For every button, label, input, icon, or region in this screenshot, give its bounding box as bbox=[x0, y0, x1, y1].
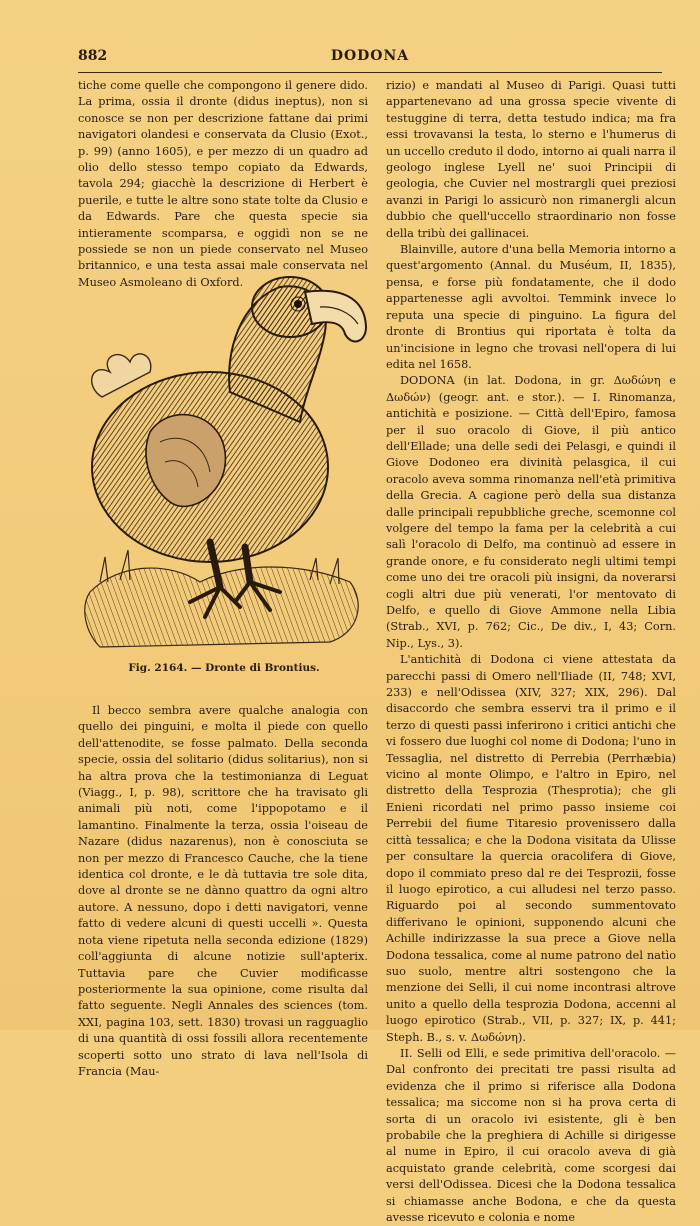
right-column bbox=[386, 78, 676, 1226]
dodo-figure bbox=[80, 262, 368, 680]
page-number: 882 bbox=[78, 48, 108, 64]
right-paragraph-5: II. Selli od Elli, e sede primitiva dell'oracolo. — Dal confronto dei precitati tre passi risulta ad evidenza che il primo si riferisce alla Dodona tessalica; ma siccome non si ha prova certa di sorta di un oracolo ivi esistente, gli è ben probabile che la preghiera di Achille si dirigesse al nume in Epiro, il cui oracolo aveva di già acquistato grande celebrità, come scorgesi dai versi dell'Odissea. Dicesi che la Dodona tessalica si chiamasse anche Bodona, e che da questa avesse ricevuto e colonia e nome bbox=[386, 1046, 676, 1225]
dodo-illustration bbox=[80, 262, 368, 654]
right-paragraph-1: rizio) e mandati al Museo di Parigi. Quasi tutti appartenevano ad una grossa specie vivente di testuggine di terra, detta testudo indica; ma fra essi trovavansi la testa, lo sterno e l'humerus di un uccello creduto il dodo, intorno ai quali narra il geologo inglese Lyell ne' suoi Principii di geologia, che Cuvier nel mostrargli quei preziosi avanzi in Parigi lo assicurò non rimanergli alcun dubbio che quell'uccello straordinario non fosse della tribù dei gallinacei. bbox=[386, 79, 676, 240]
left-column-top bbox=[78, 78, 368, 291]
right-paragraph-3: DODONA (in lat. Dodona, in gr. Δωδώνη e Δωδών) (geogr. ant. e stor.). — I. Rinomanza, antichità e posizione. — Città dell'Epiro, famosa per il suo oracolo di Giove, il più antico dell'Ellade; una delle sedi dei Pelasgi, e quindi il Giove Dodoneo era divinità pelasgica, il cui oracolo aveva somma rinomanza nell'età primitiva della Grecia. A cagione però della sua distanza dalle principali repubbliche greche, scemonne col volgere del tempo la fama per la celebrità a cui salì l'oracolo di Delfo, ma continuò ad essere in grande onore, e fu considerato negli ultimi tempi come uno dei tre oracoli più insigni, da noverarsi cogli altri due più venerati, l'or mentovato di Delfo, e quello di Giove Ammone nella Libia (Strab., XVI, p. 762; Cic., De div., I, 43; Corn. Nip., Lys., 3). bbox=[386, 374, 676, 650]
running-head-title: DODONA bbox=[330, 48, 410, 64]
left-column-bottom bbox=[78, 703, 368, 1080]
left-paragraph-1: tiche come quelle che compongono il genere dido. La prima, ossia il dronte (didus ineptus), non si conosce se non per descrizione fattane dai primi navigatori olandesi e conservata da Clusio (Exot., p. 99) (anno 1605), e per mezzo di un quadro ad olio dello stesso tempo copiato da Edwards, tavola 294; giacchè la descrizione di Herbert è puerile, e tutte le altre sono state tolte da Clusio e da Edwards. Pare che questa specie sia intieramente scomparsa, e oggidì non se ne possiede se non un piede conservato nel Museo britannico, e una testa assai male conservata nel Museo Asmoleano di Oxford. bbox=[78, 79, 368, 289]
figure-caption: Fig. 2164. — Dronte di Brontius. bbox=[128, 662, 320, 674]
right-paragraph-2: Blainville, autore d'una bella Memoria intorno a quest'argomento (Annal. du Muséum, II, 1835), pensa, e forse più fondatamente, che il dodo appartenesse agli avvoltoi. Temmink invece lo reputa una specie di pinguino. La figura del dronte di Brontius qui riportata è tolta da un'incisione in legno che trovasi nell'opera di lui edita nel 1658. bbox=[386, 243, 676, 371]
right-paragraph-4: L'antichità di Dodona ci viene attestata da parecchi passi di Omero nell'Iliade (II, 748; XVI, 233) e nell'Odissea (XIV, 327; XIX, 296). Dal disaccordo che sembra esservi tra il primo e il terzo di questi passi inferirono i critici antichi che vi fossero due luoghi col nome di Dodona; l'uno in Tessaglia, nel distretto di Perrebia (Perrhæbia) vicino al monte Olimpo, e l'altro in Epiro, nel distretto della Tesprozia (Thesprotia); che gli Enieni ricordati nel primo passo insieme coi Perrebii del fiume Titaresio provenissero dalla città tessalica; e che la Dodona visitata da Ulisse per consultare la quercia oracolifera di Giove, dopo il commiato preso dal re dei Tesprozii, fosse il luogo epirotico, a cui alludesi nel terzo passo. Riguardo poi al secondo summentovato differivano le opinioni, supponendo alcuni che Achille indirizzasse la sua prece a Giove nella Dodona tessalica, come al nume patrono del natìo suo suolo, mentre altri sostengono che la menzione dei Selli, il cui nome incontrasi altrove unito a quello della tesprozia Dodona, accenni al luogo epirotico (Strab., VII, p. 327; IX, p. 441; Steph. B., s. v. Δωδώνη). bbox=[386, 653, 676, 1044]
page-header bbox=[78, 48, 662, 68]
left-paragraph-2: Il becco sembra avere qualche analogia con quello dei pinguini, e molta il piede con quello dell'attenodite, se fosse palmato. Della seconda specie, ossia del solitario (didus solitarius), non si ha altra prova che la testimonianza di Leguat (Viagg., I, p. 98), scrittore che ha travisato gli animali più noti, come l'ippopotamo e il lamantino. Finalmente la terza, ossia l'oiseau de Nazare (didus nazarenus), non è conosciuta se non per mezzo di Francesco Cauche, che la tiene identica col dronte, e le dà tuttavia tre sole dita, dove al dronte se ne dànno quattro da ogni altro autore. A nessuno, dopo i detti navigatori, venne fatto di vedere alcuni di questi uccelli ». Questa nota viene ripetuta nella seconda edizione (1829) coll'aggiunta di alcune notizie sull'apterix. Tuttavia pare che Cuvier modificasse posteriormente la sua opinione, come risulta dal fatto seguente. Negli Annales des sciences (tom. XXI, pagina 103, sett. 1830) trovasi un ragguaglio di una quantità di ossi fossili allora recentemente scoperti sotto uno strato di lava nell'Isola di Francia (Mau- bbox=[78, 704, 368, 1078]
header-rule bbox=[78, 72, 662, 73]
